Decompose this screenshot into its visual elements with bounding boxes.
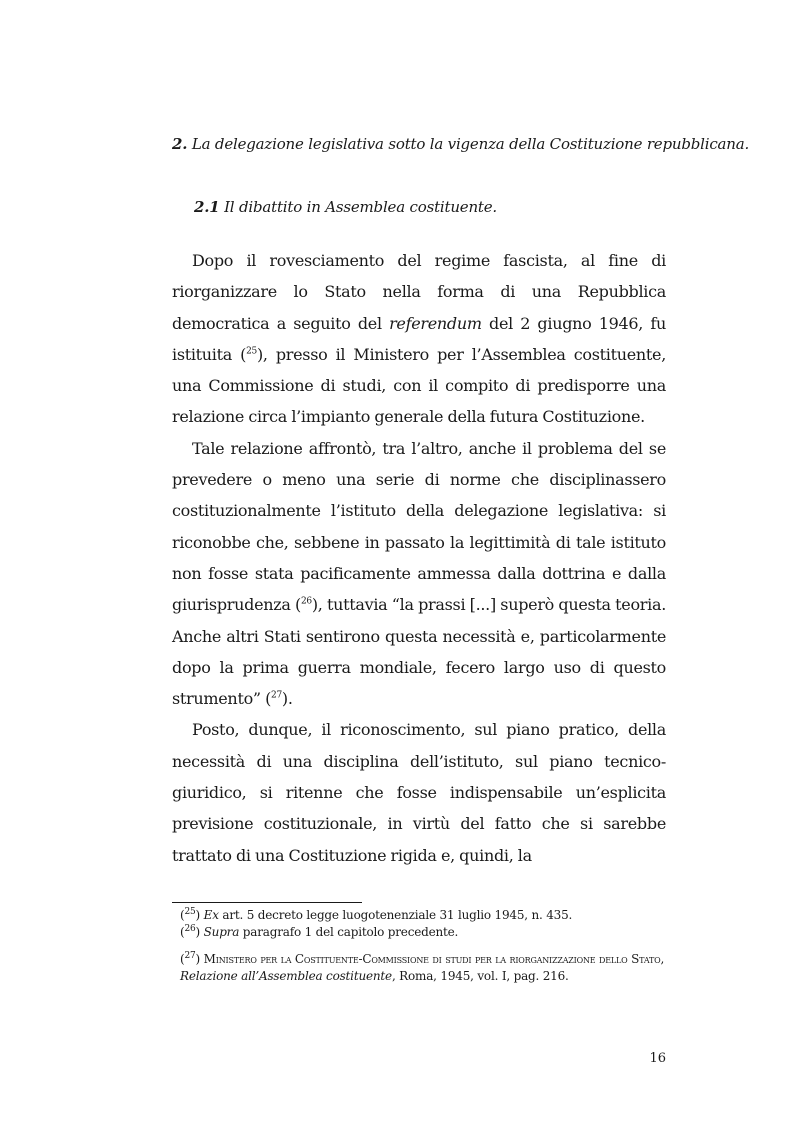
- footnote-marker-27: 27: [184, 951, 196, 961]
- section-number: 2.: [172, 135, 188, 153]
- footnote-27-work: Relazione all’Assemblea costituente: [180, 969, 392, 983]
- subsection-heading: [194, 197, 594, 217]
- footnote-25-lead: Ex: [203, 908, 219, 922]
- paragraph-1-text-a: Dopo il rovesciamento del regime fascista, al fine di riorganizzare lo Stato nella forma di una Repubblica democratica a seguito del: [172, 251, 666, 333]
- paragraph-3: Posto, dunque, il riconoscimento, sul piano pratico, della necessità di una disciplina dell’istituto, sul piano tecnico-giuridico, si ritenne che fosse indispensabile un’esplicita previsione costituzionale, in virtù del fatto che si sarebbe trattato di una Costituzione rigida e, quindi, la: [172, 720, 666, 865]
- footnote-27-author: Ministero per la Costituente-Commissione di studi per la riorganizzazione dello Stato: [203, 952, 661, 966]
- section-heading: [172, 134, 750, 154]
- subsection-title: Il dibattito in Assemblea costituente.: [224, 198, 497, 216]
- referendum-term: referendum: [389, 313, 482, 333]
- footnote-26: ($^{26}$) Supra paragrafo 1 del capitolo precedente.: [180, 924, 459, 939]
- footnote-ref-26[interactable]: 26: [300, 596, 312, 607]
- paragraph-2-text-c: ).: [281, 689, 293, 709]
- body-text: [172, 245, 666, 871]
- footnote-25: ($^{25}$) Ex art. 5 decreto legge luogotenenziale 31 luglio 1945, n. 435.: [180, 907, 573, 922]
- footnote-ref-27[interactable]: 27: [271, 690, 282, 701]
- paragraph-2: [172, 433, 666, 715]
- paragraph-2-text-b: ), tuttavia “la prassi [...] superò questa teoria. Anche altri Stati sentirono questa necessità e, particolarmente dopo la prima guerra mondiale, fecero largo uso di questo strumento” (: [172, 595, 666, 709]
- footnote-separator: [172, 902, 362, 903]
- page-number: 16: [649, 1051, 666, 1066]
- footnote-27: ($^{27}$) Ministero per la Costituente-Commissione di studi per la riorganizzazione dello Stato, Relazione all’Assemblea costituente, Roma, 1945, vol. I, pag. 216.: [180, 951, 665, 983]
- footnote-ref-25[interactable]: 25: [246, 346, 257, 357]
- footnote-26-text: paragrafo 1 del capitolo precedente.: [239, 925, 459, 939]
- paragraph-2-text-a: Tale relazione affrontò, tra l’altro, anche il problema del se prevedere o meno una serie di norme che disciplinassero costituzionalmente l’istituto della delegazione legislativa: si riconobbe che, sebbene in passato la legittimità di tale istituto non fosse stata pacificamente ammessa dalla dottrina e dalla giurisprudenza (: [172, 438, 666, 615]
- paragraph-1-text-b: del 2 giugno 1946, fu istituita (: [172, 313, 666, 364]
- footnote-27-rest: , Roma, 1945, vol. I, pag. 216.: [391, 969, 569, 983]
- footnotes: [172, 907, 666, 985]
- footnote-26-lead: Supra: [203, 925, 240, 939]
- footnote-marker-26: 26: [184, 924, 196, 934]
- footnote-25-text: art. 5 decreto legge luogotenenziale 31 luglio 1945, n. 435.: [218, 908, 573, 922]
- paragraph-1-text-c: ), presso il Ministero per l’Assemblea costituente, una Commissione di studi, con il compito di predisporre una relazione circa l’impianto generale della futura Costituzione.: [172, 344, 666, 427]
- section-title: La delegazione legislativa sotto la vigenza della Costituzione repubblicana.: [191, 135, 750, 153]
- subsection-number: 2.1: [194, 198, 220, 216]
- footnote-marker-25: 25: [184, 907, 196, 917]
- paragraph-1: [172, 245, 666, 433]
